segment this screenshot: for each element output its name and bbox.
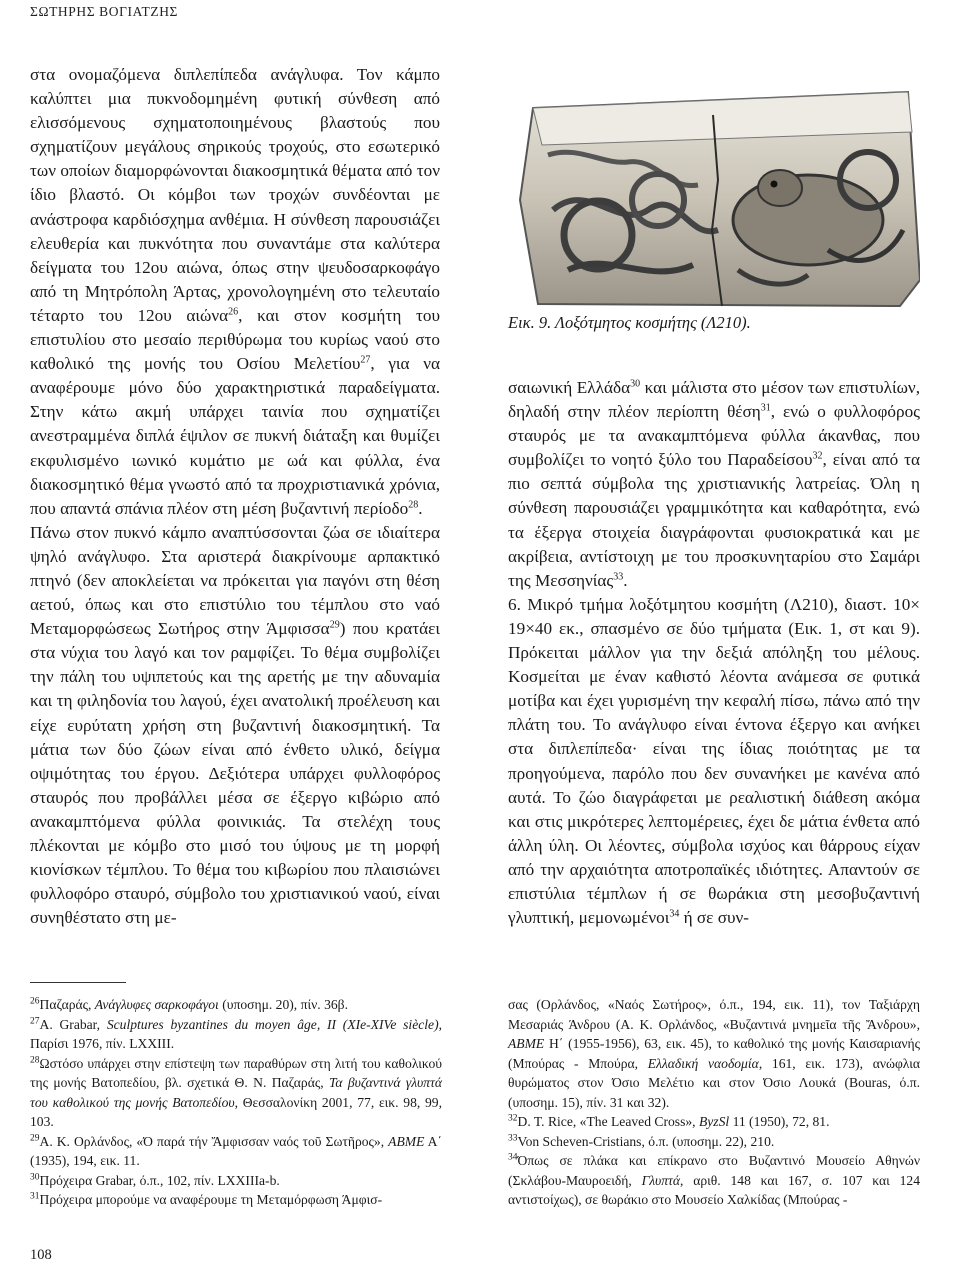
footnote: $^{27}$A. Grabar, Sculptures byzantines du moyen âge, II (XIe-XIVe siècle), Παρίσι 1976, πίν. LXXIII. [30, 1015, 442, 1051]
page-number: 108 [30, 1247, 52, 1263]
footnote: $^{34}$Όπως σε πλάκα και επίκρανο στο Βυζαντινό Μουσείο Αθηνών (Σκλάβου-Μαυροειδή, Γλυπτά, αριθ. 148 και 167, σ. 107 και 124 αντιστοίχως), σε θωράκιο στο Μουσείο Χαλκίδας (Μπούρας - [508, 1152, 920, 1207]
main-text-left-column [30, 63, 440, 930]
footnote: $^{33}$Von Scheven-Cristians, ό.π. (υποσημ. 22), 210. [508, 1132, 775, 1149]
figure-caption: Εικ. 9. Λοξότμητος κοσμήτης (Λ210). [508, 313, 751, 332]
footnote-ref[interactable]: 30 [630, 378, 641, 390]
footnote-ref[interactable]: 34 [669, 908, 680, 920]
footnote: $^{30}$Πρόχειρα Grabar, ό.π., 102, πίν. LXXIIIa-b. [30, 1171, 280, 1188]
footnote-ref[interactable]: 28 [408, 498, 419, 510]
footnote-ref[interactable]: 31 [760, 402, 771, 414]
footnote: $^{26}$Παζαράς, Ανάγλυφες σαρκοφάγοι (υποσημ. 20), πίν. 36β. [30, 996, 348, 1012]
footnote-ref[interactable]: 33 [613, 571, 624, 583]
footnote: $^{28}$Ωστόσο υπάρχει στην επίστεψη των παραθύρων στη λιτή του καθολικού της μονής Βατοπεδίου, βλ. σχετικά Θ. Ν. Παζαράς, Τα βυζαντινά γλυπτά του καθολικού της μονής Βατοπεδίου, Θεσσαλονίκη 2001, 77, εικ. 98, 99, 103. [30, 1054, 442, 1129]
body-paragraph: σαιωνική Ελλάδα$^{30}$ και μάλιστα στο μέσον των επιστυλίων, δηλαδή στην πλέον περίοπτη θέση$^{31}$, ενώ ο φυλλοφόρος σταυρός με τα ανακαμπτόμενα φύλλα άκανθας, που συμβολίζει το νοητό ξύλο του Παραδείσου$^{32}$, είναι από τα πιο σεπτά σύμβολα της χριστιανικής λατρείας. Όλη η σύνθεση παρουσιάζει γραμμικότητα και καθαρότητα, ενώ τα έξεργα στοιχεία διαγράφονται φυσιοκρατικά και με ακρίβεια, αντίστοιχη με του προσκυνηταρίου στο Σαμάρι της Μεσσηνίας$^{33}$. [508, 378, 920, 590]
main-text-right-column [508, 376, 920, 930]
footnote-ref[interactable]: 29 [329, 619, 340, 631]
body-paragraph: στα ονομαζόμενα διπλεπίπεδα ανάγλυφα. Τον κάμπο καλύπτει μια πυκνοδομημένη φυτική σύνθεση από ελισσόμενους σχηματοποιημένους βλαστούς που σχηματίζουν μεγάλους σηρικούς τροχούς, στο εσωτερικό των οποίων διαμορφώνονται διακοσμητικά θέματα από τον ίδιο βλαστό. Οι κόμβοι των τροχών συνδέονται με ανάστροφα καρδιόσχημα ανθέμια. Η σύνθεση παρουσιάζει ελευθερία και πυκνότητα που συναντάμε στα καλύτερα δείγματα του 12ου αιώνα, όπως στην ψευδοσαρκοφάγο από τη Μητρόπολη Άρτας, χρονολογημένη στο τελευταίο τέταρτο του 12ου αιώνα$^{26}$, και στον κοσμήτη του επιστυλίου στο μεσαίο περιθύρωμα του κυρίως ναού στο καθολικό της μονής του Οσίου Μελετίου$^{27}$, για να αναφέρουμε μόνο δύο χαρακτηριστικά παραδείγματα. Στην κάτω ακμή υπάρχει ταινία που σχηματίζει ανεστραμμένα διπλά έψιλον σε πυκνή διάταξη και θυμίζει εκφυλισμένο ιωνικό κυμάτιο με ωά και φύλλα, ένα διακοσμητικό θέμα γνωστό από τα προχριστιανικά χρόνια, που απαντά σπάνια πλέον στη μέση βυζαντινή περίοδο$^{28}$. [30, 65, 440, 518]
running-header: ΣΩΤΗΡΗΣ ΒΟΓΙΑΤΖΗΣ [30, 4, 178, 19]
footnotes-left-column [30, 995, 442, 1210]
footnote: $^{29}$Α. Κ. Ορλάνδος, «Ό παρά τήν Ἄμφισσαν ναός τοῦ Σωτῆρος», ΑΒΜΕ Α΄ (1935), 194, εικ. 11. [30, 1132, 442, 1168]
footnote-ref[interactable]: 26 [228, 306, 239, 318]
footnote-ref[interactable]: 32 [812, 450, 823, 462]
relief-photograph [508, 70, 920, 310]
footnote: $^{31}$Πρόχειρα μπορούμε να αναφέρουμε τη Μεταμόρφωση Άμφισ- [30, 1191, 383, 1207]
footnote-continuation: σας (Ορλάνδος, «Ναός Σωτήρος», ό.π., 194, εικ. 11), τον Ταξιάρχη Μεσαριάς Άνδρου (Α. Κ. Ορλάνδος, «Βυζαντινά μνημεῖα τῆς Ἄνδρου», ΑΒΜΕ Η΄ (1955-1956), 63, εικ. 45), το καθολικό της μονής Καισαριανής (Μπούρας - Μπούρα, Ελλαδική ναοδομία, 161, εικ. 173), ανώφλια θυρώματος στον Όσιο Μελέτιο και στον Όσιο Λουκά (Bouras, ό.π. (υποσημ. 15), πίν. 31 και 32). [508, 997, 920, 1110]
footnote: $^{32}$D. T. Rice, «The Leaved Cross», ByzSl 11 (1950), 72, 81. [508, 1113, 830, 1129]
body-paragraph: Πάνω στον πυκνό κάμπο αναπτύσσονται ζώα σε ιδιαίτερα ψηλό ανάγλυφο. Στα αριστερά διακρίνουμε αρπακτικό πτηνό (δεν αποκλείεται να πρόκειται για παγόνι στη θέση αετού, όπως και στο επιστύλιο του τέμπλου στο ναό Μεταμορφώσεως Σωτήρος στην Άμφισσα$^{29}$) που κρατάει στα νύχια του λαγό και τον ραμφίζει. Το θέμα συμβολίζει την πάλη του υψιπετούς και της αρετής με την αδυναμία και τη φιληδονία του λαγού, έχει ανατολική προέλευση και είχε ευρύτατη χρήση στη βυζαντινή διακοσμητική. Τα μάτια των δύο ζώων είναι από ένθετο υλικό, δείγμα οψιμότητας του έργου. Δεξιότερα υπάρχει φυλλοφόρος σταυρός που προβάλλει μέσα σε έξεργο κιβώριο από ανακαμπτόμενα φύλλα φοινικιάς. Τα στελέχη τους πλέκονται με κόμβο στο μισό του ύψους με τη μορφή κιονίσκων τέμπλου. Το θέμα του κιβωρίου που πλαισιώνει φυλλοφόρο σταυρό, σύμβολο του χριστιανικού ναού, είναι συνηθέστατο στη με- [30, 522, 440, 928]
body-paragraph: 6. Μικρό τμήμα λοξότμητου κοσμήτη (Λ210), διαστ. 10× 19×40 εκ., σπασμένο σε δύο τμήματα (Εικ. 1, στ και 9). Πρόκειται μάλλον για την δεξιά απόληξη του μέλους. Κοσμείται με έναν καθιστό λέοντα ανάμεσα σε φυτικά μοτίβα και έχει γυρισμένη την κεφαλή πίσω, πάνω από την πλάτη του. Το ανάγλυφο είναι έντονα έξεργο και ανήκει στα διπλεπίπεδα· είναι της ίδιας ποιότητας με τα προηγούμενα, παρόλο που δεν συνανήκει με κανένα από αυτά. Το ζώο διαγράφεται με ρεαλιστική διάθεση ακόμα και στις μικρότερες λεπτομέρειες, έχει δε μάτια ένθετα από άλλη ύλη. Οι λέοντες, σύμβολα ισχύος και θάρρους είχαν από την αρχαιότητα αποτροπαϊκές ιδιότητες. Απαντούν σε επιστύλια τέμπλων ή σε θωράκια στη μεσοβυζαντινή γλυπτική, μεμονωμένοι$^{34}$ ή σε συν- [508, 594, 920, 928]
footnotes-right-column [508, 995, 920, 1210]
footnote-ref[interactable]: 27 [360, 354, 371, 366]
footnote-divider [30, 982, 126, 983]
